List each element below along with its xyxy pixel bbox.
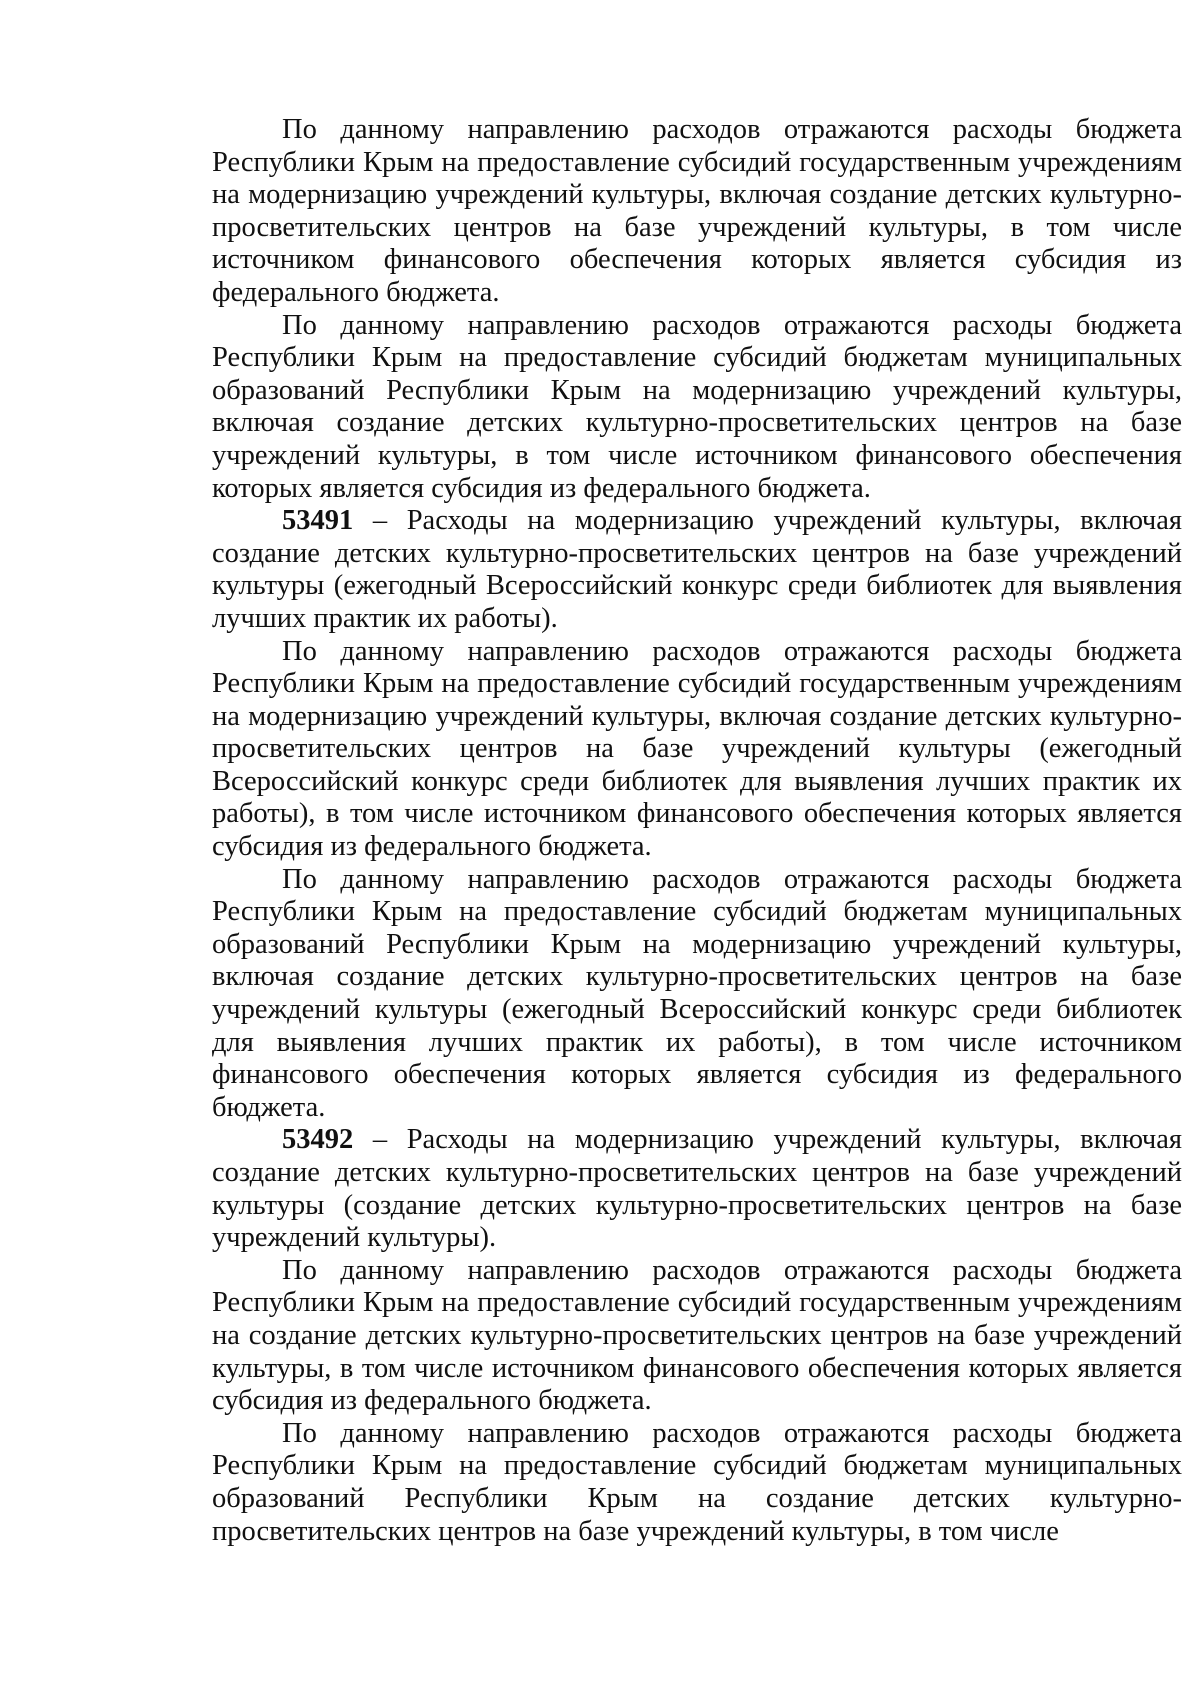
paragraph-code-53491 — [212, 505, 1182, 635]
budget-code: 53491 — [282, 505, 354, 537]
paragraph-2 — [212, 310, 1182, 506]
budget-code: 53492 — [282, 1124, 354, 1156]
document-page — [212, 114, 1182, 1548]
paragraph-text: По данному направлению расходов отражаются расходы бюджета Республики Крым на предоставление субсидий государственным учреждениям на создание детских культурно-просветительских центров на базе учреждений культуры, в том числе источником финансового обеспечения которых является субсидия из федерального бюджета. — [212, 1254, 1182, 1417]
paragraph-text: – Расходы на модернизацию учреждений культуры, включая создание детских культурно-просветительских центров на базе учреждений культуры (ежегодный Всероссийский конкурс среди библиотек для выявления лучших практик их работы). — [212, 505, 1182, 634]
paragraph-4 — [212, 636, 1182, 864]
paragraph-8 — [212, 1418, 1182, 1548]
paragraph-text: По данному направлению расходов отражаются расходы бюджета Республики Крым на предоставление субсидий государственным учреждениям на модернизацию учреждений культуры, включая создание детских культурно-просветительских центров на базе учреждений культуры (ежегодный Всероссийский конкурс среди библиотек для выявления лучших практик их работы), в том числе источником финансового обеспечения которых является субсидия из федерального бюджета. — [212, 635, 1182, 863]
paragraph-code-53492 — [212, 1124, 1182, 1254]
paragraph-text: По данному направлению расходов отражаются расходы бюджета Республики Крым на предоставление субсидий бюджетам муниципальных образований Республики Крым на модернизацию учреждений культуры, включая создание детских культурно-просветительских центров на базе учреждений культуры (ежегодный Всероссийский конкурс среди библиотек для выявления лучших практик их работы), в том числе источником финансового обеспечения которых является субсидия из федерального бюджета. — [212, 863, 1182, 1123]
paragraph-7 — [212, 1255, 1182, 1418]
paragraph-5 — [212, 864, 1182, 1125]
paragraph-text: По данному направлению расходов отражаются расходы бюджета Республики Крым на предоставление субсидий бюджетам муниципальных образований Республики Крым на модернизацию учреждений культуры, включая создание детских культурно-просветительских центров на базе учреждений культуры, в том числе источником финансового обеспечения которых является субсидия из федерального бюджета. — [212, 309, 1182, 504]
paragraph-text: По данному направлению расходов отражаются расходы бюджета Республики Крым на предоставление субсидий государственным учреждениям на модернизацию учреждений культуры, включая создание детских культурно-просветительских центров на базе учреждений культуры, в том числе источником финансового обеспечения которых является субсидия из федерального бюджета. — [212, 114, 1182, 308]
paragraph-1 — [212, 114, 1182, 310]
paragraph-text: – Расходы на модернизацию учреждений культуры, включая создание детских культурно-просветительских центров на базе учреждений культуры (создание детских культурно-просветительских центров на базе учреждений культуры). — [212, 1124, 1182, 1254]
paragraph-text: По данному направлению расходов отражаются расходы бюджета Республики Крым на предоставление субсидий бюджетам муниципальных образований Республики Крым на создание детских культурно-просветительских центров на базе учреждений культуры, в том числе — [212, 1417, 1182, 1547]
